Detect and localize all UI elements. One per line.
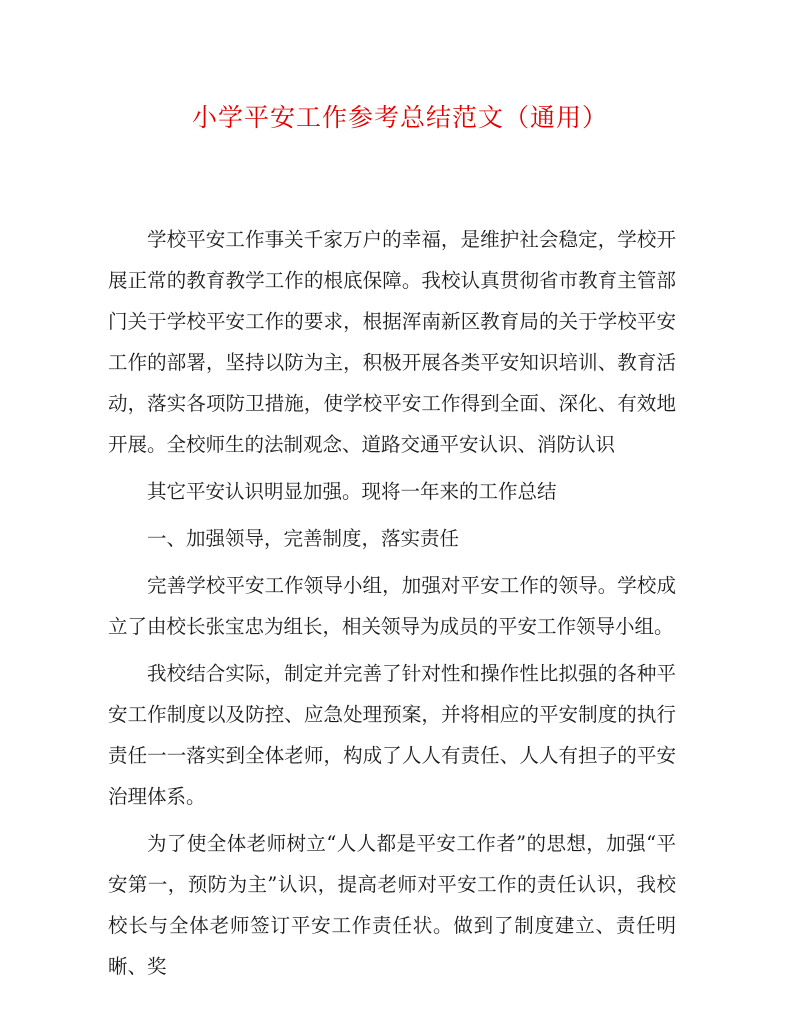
paragraph-intro: 学校平安工作事关千家万户的幸福，是维护社会稳定，学校开展正常的教育教学工作的根底保障。我校认真贯彻省市教育主管部门关于学校平安工作的要求，根据浑南新区教育局的关于学校平安工作的部署，坚持以防为主，积极开展各类平安知识培训、教育活动，落实各项防卫措施，使学校平安工作得到全面、深化、有效地开展。全校师生的法制观念、道路交通平安认识、消防认识 bbox=[108, 228, 676, 456]
paragraph-rules: 我校结合实际，制定并完善了针对性和操作性比拟强的各种平安工作制度以及防控、应急处理预案，并将相应的平安制度的执行责任一一落实到全体老师，构成了人人有责任、人人有担子的平安治理体系。 bbox=[108, 662, 676, 808]
document-title: 小学平安工作参考总结范文（通用） bbox=[191, 103, 608, 132]
paragraph-responsibility: 为了使全体老师树立“人人都是平安工作者”的思想，加强“平安第一，预防为主”认识，提高老师对平安工作的责任认识，我校校长与全体老师签订平安工作责任状。做到了制度建立、责任明晰、奖 bbox=[108, 832, 676, 978]
section-heading-1: 一、加强领导，完善制度，落实责任 bbox=[147, 527, 460, 550]
paragraph-summary-lead: 其它平安认识明显加强。现将一年来的工作总结 bbox=[147, 480, 557, 503]
paragraph-leadership: 完善学校平安工作领导小组，加强对平安工作的领导。学校成立了由校长张宝忠为组长，相关领导为成员的平安工作领导小组。 bbox=[108, 574, 676, 638]
document-body bbox=[108, 219, 676, 987]
